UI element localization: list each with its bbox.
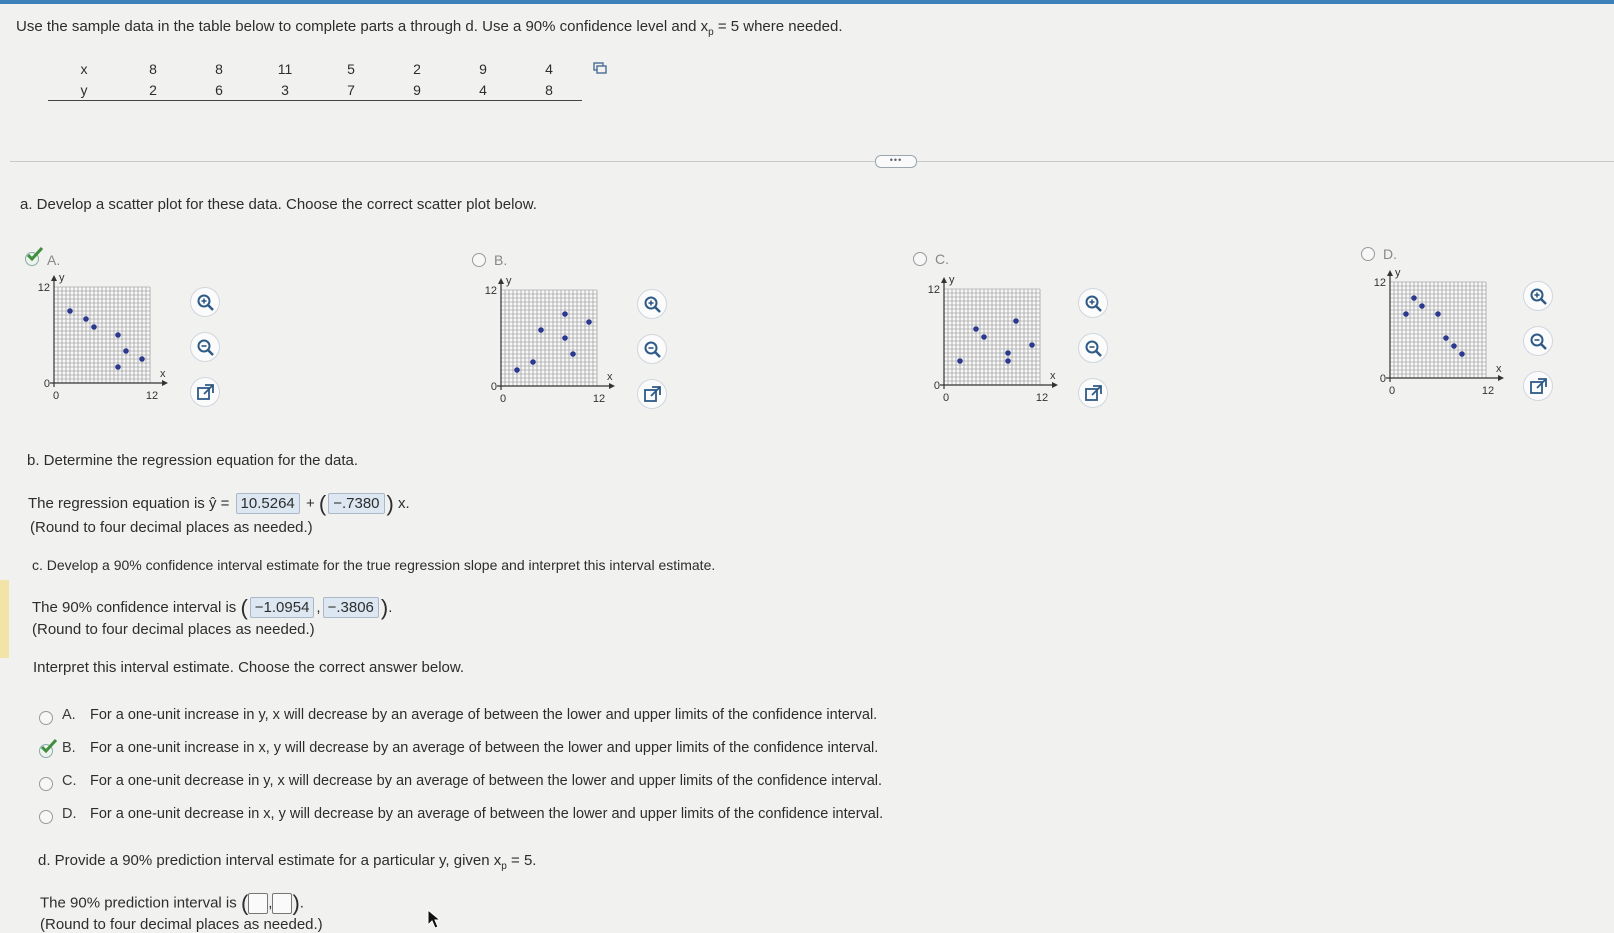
zoom-out-button[interactable]: [1078, 333, 1108, 363]
y-tick-label: 0: [490, 381, 497, 393]
table-row-x: [48, 58, 582, 79]
table-cell: 7: [318, 79, 384, 101]
x-axis-arrow: [162, 380, 168, 386]
zoom-in-button[interactable]: [1078, 288, 1108, 318]
data-point: [123, 348, 129, 354]
y-axis-arrow: [51, 275, 57, 281]
y-tick-label: 0: [1379, 373, 1386, 385]
part-b-round-note: (Round to four decimal places as needed.): [30, 519, 313, 536]
zoom-in-icon: [196, 293, 216, 313]
y-tick-label: 0: [43, 378, 50, 390]
y-tick-label: 12: [37, 282, 50, 294]
pi-lower-input[interactable]: [248, 893, 268, 914]
data-point: [1403, 311, 1409, 317]
pi-upper-input[interactable]: [272, 893, 292, 914]
table-header-x: x: [80, 60, 88, 77]
plot-option-d-label: D.: [1383, 246, 1397, 262]
data-point: [91, 324, 97, 330]
table-cell: 11: [277, 60, 293, 77]
table-cell: 2: [120, 79, 186, 101]
y-axis-arrow: [1387, 270, 1393, 276]
copy-table-icon[interactable]: [593, 62, 607, 74]
y-axis-arrow: [941, 277, 947, 283]
zoom-out-icon: [643, 340, 663, 360]
table-cell: 8: [215, 60, 223, 77]
y-tick-label: 12: [927, 284, 940, 296]
zoom-out-icon: [196, 338, 216, 358]
part-b-prompt: b. Determine the regression equation for the data.: [27, 452, 359, 469]
instructions: Use the sample data in the table below to complete parts a through d. Use a 90% confidence level and $x_p = 5$ where needed.: [16, 18, 843, 38]
x-tick-label: 0: [1388, 385, 1396, 397]
zoom-out-button[interactable]: [637, 334, 667, 364]
x-tick-label: 12: [1481, 385, 1495, 397]
y-axis-label: y: [1395, 270, 1401, 279]
scatter-plot-b[interactable]: [475, 278, 635, 418]
y-tick-label: 0: [933, 380, 940, 392]
data-point: [139, 356, 145, 362]
plot-option-c-label: C.: [935, 251, 949, 267]
data-point: [1451, 343, 1457, 349]
plot-option-d-radio[interactable]: [1361, 247, 1375, 261]
open-new-window-button[interactable]: [1078, 378, 1108, 408]
plot-option-b-radio[interactable]: [472, 253, 486, 267]
confidence-interval: The 90% confidence interval is ( −1.0954 , −.3806 ).: [32, 595, 393, 621]
table-cell: 8: [149, 60, 157, 77]
open-new-window-button[interactable]: [190, 377, 220, 407]
plot-option-a-label: A.: [47, 252, 61, 268]
open-new-window-icon: [1529, 377, 1549, 397]
part-a-prompt: a. Develop a scatter plot for these data. Choose the correct scatter plot below.: [20, 196, 537, 213]
intercept-answer[interactable]: 10.5264: [236, 493, 300, 514]
data-point: [562, 335, 568, 341]
y-axis-label: y: [506, 278, 512, 287]
data-table: [48, 58, 582, 101]
zoom-in-icon: [1529, 287, 1549, 307]
data-point: [538, 327, 544, 333]
active-part-marker: [0, 580, 9, 658]
ci-upper-answer[interactable]: −.3806: [323, 597, 379, 618]
data-point: [570, 351, 576, 357]
zoom-in-button[interactable]: [190, 287, 220, 317]
data-point: [1029, 342, 1035, 348]
y-hat-symbol: ŷ: [208, 495, 217, 512]
x-tick-label: 12: [592, 393, 606, 405]
table-cell: 3: [252, 79, 318, 101]
choice-d[interactable]: D. For a one-unit decrease in x, y will decrease by an average of between the lower and upper limits of the confidence interval.: [62, 806, 884, 822]
interpret-prompt: Interpret this interval estimate. Choose the correct answer below.: [33, 659, 465, 676]
x-axis-label: x: [160, 368, 166, 380]
x-axis-label: x: [607, 371, 613, 383]
table-cell: 2: [413, 60, 421, 77]
data-point: [83, 316, 89, 322]
zoom-in-button[interactable]: [1523, 281, 1553, 311]
data-point: [973, 326, 979, 332]
table-cell: 8: [516, 79, 582, 101]
data-point: [514, 367, 520, 373]
open-new-window-button[interactable]: [637, 379, 667, 409]
open-new-window-icon: [196, 383, 216, 403]
part-d-prompt: d. Provide a 90% prediction interval estimate for a particular y, given $x_p = 5$.: [38, 852, 537, 872]
data-point: [1459, 351, 1465, 357]
x-axis-arrow: [609, 383, 615, 389]
zoom-in-icon: [1084, 294, 1104, 314]
table-header-y: y: [48, 79, 120, 101]
zoom-in-button[interactable]: [637, 289, 667, 319]
choice-c[interactable]: C. For a one-unit decrease in y, x will decrease by an average of between the lower and upper limits of the confidence interval.: [62, 773, 883, 789]
table-cell: 6: [186, 79, 252, 101]
section-divider: [10, 161, 1614, 162]
data-point: [562, 311, 568, 317]
x-tick-label: 0: [52, 390, 60, 402]
x-tick-label: 12: [145, 390, 159, 402]
y-axis-label: y: [949, 277, 955, 286]
data-point: [586, 319, 592, 325]
x-tick-label: 12: [1035, 392, 1049, 404]
data-point: [1419, 303, 1425, 309]
zoom-out-button[interactable]: [1523, 326, 1553, 356]
y-tick-label: 12: [1373, 277, 1386, 289]
table-cell: 4: [545, 60, 553, 77]
table-row-y: [48, 79, 582, 101]
correct-check-icon: [27, 247, 43, 261]
data-point: [115, 364, 121, 370]
zoom-in-icon: [643, 295, 663, 315]
top-accent-bar: [0, 0, 1614, 4]
x-axis-arrow: [1052, 382, 1058, 388]
data-point: [981, 334, 987, 340]
plot-option-b-label: B.: [494, 252, 508, 268]
x-axis-label: x: [1496, 363, 1502, 375]
table-cell: 9: [479, 60, 487, 77]
data-point: [115, 332, 121, 338]
data-point: [67, 308, 73, 314]
expand-more-button[interactable]: •••: [875, 155, 917, 168]
part-c-prompt: c. Develop a 90% confidence interval estimate for the true regression slope and interpret this interval estimate.: [32, 557, 716, 573]
data-point: [1005, 358, 1011, 364]
data-point: [1435, 311, 1441, 317]
open-new-window-button[interactable]: [1523, 371, 1553, 401]
data-point: [530, 359, 536, 365]
table-cell: 9: [384, 79, 450, 101]
plot-option-c-radio[interactable]: [913, 252, 927, 266]
x-tick-label: 0: [499, 393, 507, 405]
regression-equation: The regression equation is ŷ = 10.5264 + ( −.7380 ) x.: [28, 491, 410, 517]
ci-lower-answer[interactable]: −1.0954: [250, 597, 315, 618]
data-point: [1005, 350, 1011, 356]
data-point: [1443, 335, 1449, 341]
zoom-out-button[interactable]: [190, 332, 220, 362]
zoom-out-icon: [1084, 339, 1104, 359]
scatter-plot-c[interactable]: [918, 277, 1078, 417]
y-axis-arrow: [498, 278, 504, 284]
slope-answer[interactable]: −.7380: [328, 493, 384, 514]
choice-b[interactable]: B. For a one-unit increase in x, y will decrease by an average of between the lower and upper limits of the confidence interval.: [62, 740, 879, 756]
x-axis-arrow: [1498, 375, 1504, 381]
part-c-round-note: (Round to four decimal places as needed.): [32, 621, 315, 638]
y-tick-label: 12: [484, 285, 497, 297]
data-point: [957, 358, 963, 364]
choice-a[interactable]: A. For a one-unit increase in y, x will decrease by an average of between the lower and upper limits of the confidence interval.: [62, 707, 878, 723]
x-axis-label: x: [1050, 370, 1056, 382]
open-new-window-icon: [643, 385, 663, 405]
scatter-plot-d[interactable]: [1364, 270, 1524, 410]
mouse-cursor-icon: [427, 909, 441, 929]
scatter-plot-a[interactable]: [28, 275, 188, 415]
part-d-round-note: (Round to four decimal places as needed.): [40, 916, 323, 933]
prediction-interval: The 90% prediction interval is ( , ).: [40, 890, 304, 916]
table-cell: 5: [347, 60, 355, 77]
y-axis-label: y: [59, 275, 65, 284]
table-cell: 4: [450, 79, 516, 101]
data-point: [1013, 318, 1019, 324]
open-new-window-icon: [1084, 384, 1104, 404]
data-point: [1411, 295, 1417, 301]
x-tick-label: 0: [942, 392, 950, 404]
zoom-out-icon: [1529, 332, 1549, 352]
